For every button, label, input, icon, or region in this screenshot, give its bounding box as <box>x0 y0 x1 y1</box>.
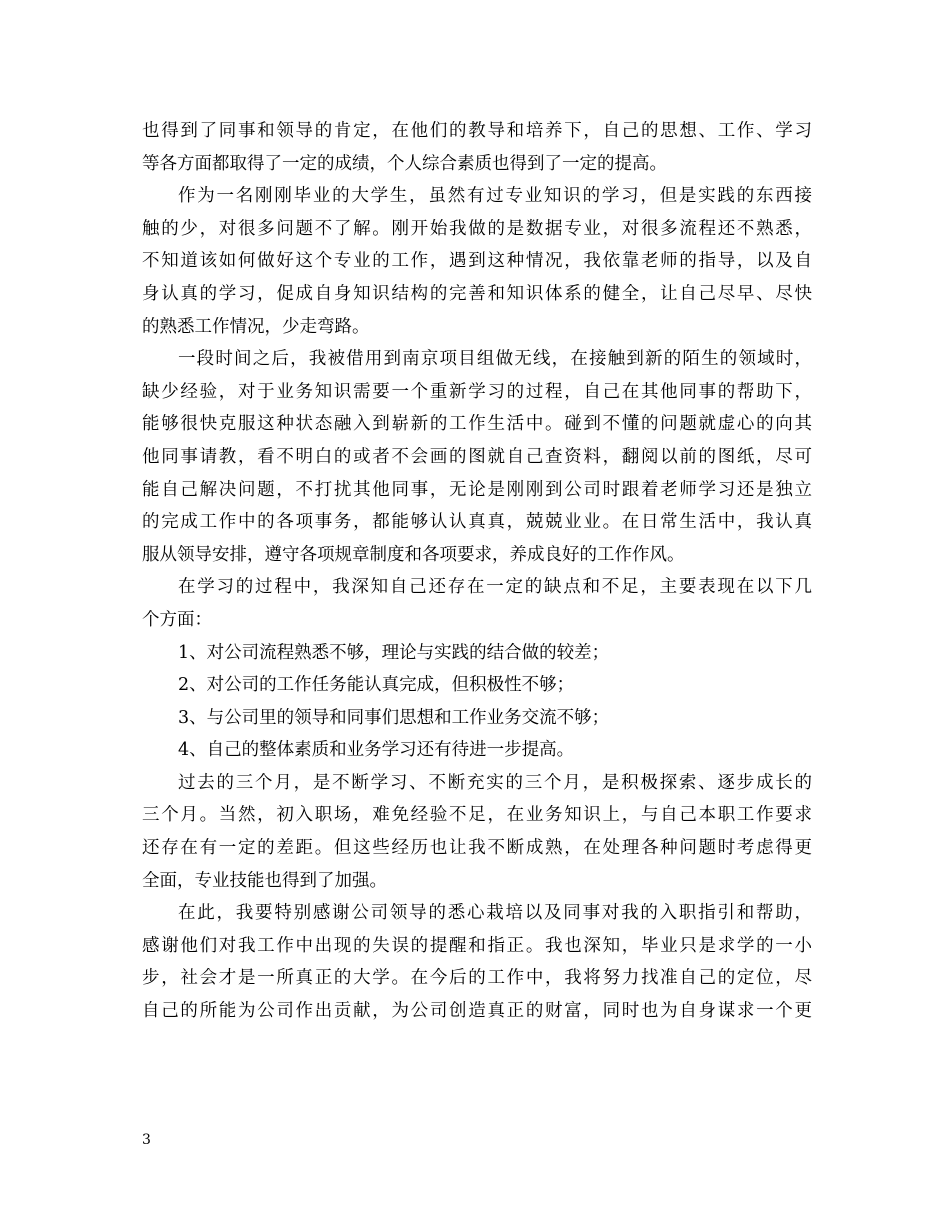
paragraph-line: 三个月。当然，初入职场，难免经验不足，在业务知识上，与自己本职工作要求 <box>142 805 814 826</box>
paragraph-line: 能够很快克服这种状态融入到崭新的工作生活中。碰到不懂的问题就虚心的向其 <box>142 414 814 435</box>
paragraph-line: 不知道该如何做好这个专业的工作，遇到这种情况，我依靠老师的指导，以及自 <box>142 251 814 272</box>
paragraph-line: 个方面： <box>142 609 212 630</box>
paragraph-line: 过去的三个月，是不断学习、不断充实的三个月，是积极探索、逐步成长的 <box>178 772 814 793</box>
paragraph-line: 还存在有一定的差距。但这些经历也让我不断成熟，在处理各种问题时考虑得更 <box>142 838 814 859</box>
list-item-line: 2、对公司的工作任务能认真完成，但积极性不够； <box>178 675 575 696</box>
paragraph-line: 他同事请教，看不明白的或者不会画的图就自己查资料，翻阅以前的图纸，尽可 <box>142 446 814 467</box>
paragraph-line: 一段时间之后，我被借用到南京项目组做无线，在接触到新的陌生的领域时， <box>178 349 814 370</box>
paragraph-line: 触的少，对很多问题不了解。刚开始我做的是数据专业，对很多流程还不熟悉， <box>142 218 814 239</box>
page-number: 3 <box>142 1132 151 1148</box>
paragraph-line: 自己的所能为公司作出贡献，为公司创造真正的财富，同时也为自身谋求一个更 <box>142 1001 814 1022</box>
paragraph-line: 在此，我要特别感谢公司领导的悉心栽培以及同事对我的入职指引和帮助， <box>178 903 814 924</box>
paragraph-line: 作为一名刚刚毕业的大学生，虽然有过专业知识的学习，但是实践的东西接 <box>178 186 814 207</box>
list-item-line: 4、自己的整体素质和业务学习还有待进一步提高。 <box>178 740 575 761</box>
paragraph-line: 全面，专业技能也得到了加强。 <box>142 870 387 891</box>
paragraph-line: 步，社会才是一所真正的大学。在今后的工作中，我将努力找准自己的定位，尽 <box>142 968 814 989</box>
list-item-line: 3、与公司里的领导和同事们思想和工作业务交流不够； <box>178 707 610 728</box>
paragraph-line: 服从领导安排，遵守各项规章制度和各项要求，养成良好的工作作风。 <box>142 544 685 565</box>
paragraph-line: 也得到了同事和领导的肯定，在他们的教导和培养下，自己的思想、工作、学习 <box>142 121 814 141</box>
document-body <box>142 115 812 1028</box>
paragraph-line: 缺少经验，对于业务知识需要一个重新学习的过程，自己在其他同事的帮助下， <box>142 381 814 402</box>
paragraph-line: 能自己解决问题，不打扰其他同事，无论是刚刚到公司时跟着老师学习还是独立 <box>142 479 814 500</box>
paragraph-line: 等各方面都取得了一定的成绩，个人综合素质也得到了一定的提高。 <box>142 153 667 174</box>
paragraph-line: 的完成工作中的各项事务，都能够认认真真，兢兢业业。在日常生活中，我认真 <box>142 512 814 533</box>
paragraph-line: 在学习的过程中，我深知自己还存在一定的缺点和不足，主要表现在以下几 <box>178 577 814 598</box>
paragraph-line: 感谢他们对我工作中出现的失误的提醒和指正。我也深知，毕业只是求学的一小 <box>142 935 814 956</box>
paragraph-line: 的熟悉工作情况，少走弯路。 <box>142 316 370 337</box>
list-item-line: 1、对公司流程熟悉不够，理论与实践的结合做的较差； <box>178 642 610 663</box>
paragraph-line: 身认真的学习，促成自身知识结构的完善和知识体系的健全，让自己尽早、尽快 <box>142 283 814 304</box>
